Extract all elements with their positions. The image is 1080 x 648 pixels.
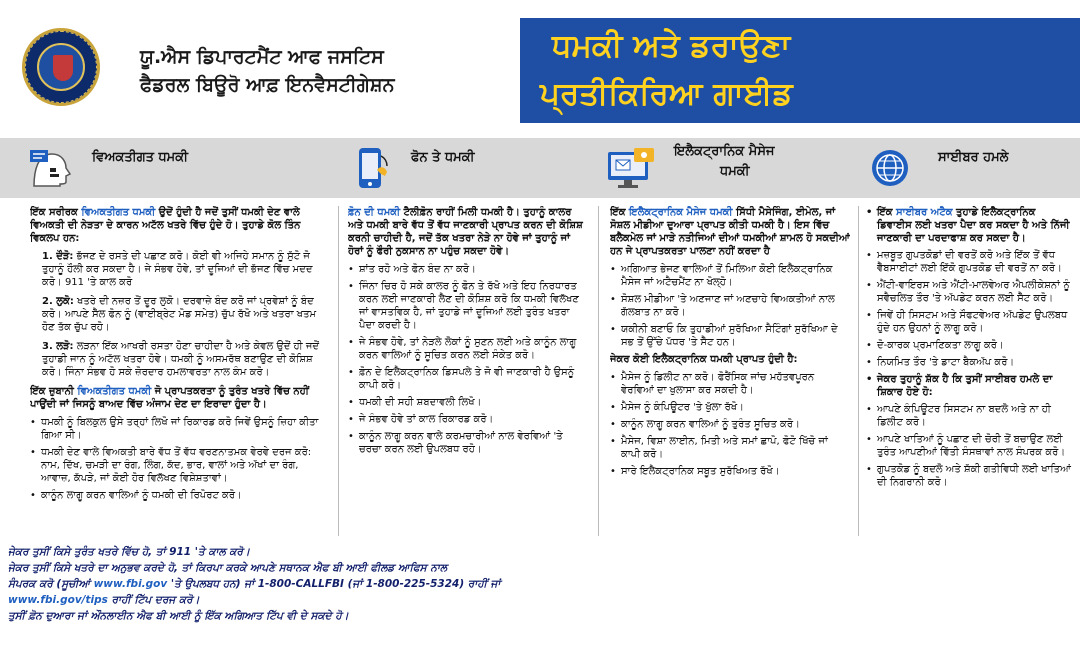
header-left [0,0,520,125]
org-name-line1: ਯੂ.ਐਸ ਡਿਪਾਰਟਮੈਂਟ ਆਫ ਜਸਟਿਸ [140,46,384,68]
column-divider [858,206,859,536]
section-label-electronic-line2: ਧਮਕੀ [720,164,750,179]
col4-intro-post: ਤੁਹਾਡੇ ਇਲੈਕਟ੍ਰਾਨਿਕ ਡਿਵਾਈਸ ਲਈ ਖਤਰਾ ਪੈਦਾ ਕਰ ਸਕਦਾ ਹੈ ਅਤੇ ਨਿੱਜੀ ਜਾਣਕਾਰੀ ਦਾ ਪਰਦਾਫਾਸ਼ ਕਰ ਸਕਦਾ ਹੈ। [877,207,1070,244]
list-item: • ਜੇ ਸੰਭਵ ਹੋਵੇ, ਤਾਂ ਨੇੜਲੇ ਲੋਕਾਂ ਨੂੰ ਸੁਣਨ ਲਈ ਅਤੇ ਕਾਨੂੰਨ ਲਾਗੂ ਕਰਨ ਵਾਲਿਆਂ ਨੂੰ ਸੂਚਿਤ ਕਰਨ ਲਈ ਸੰਕੇਤ ਕਰੋ। [348,336,588,362]
col4-intro-list [866,206,1072,245]
list-item: • ਧਮਕੀ ਨੂੰ ਬਿਲਕੁਲ ਉਸੇ ਤਰ੍ਹਾਂ ਲਿਖੋ ਜਾਂ ਰਿਕਾਰਡ ਕਰੋ ਜਿਵੇਂ ਉਸਨੂੰ ਜ਼ਿਹਾ ਕੀਤਾ ਗਿਆ ਸੀ। [30,416,328,442]
col1-option-hide-text: ਖਤਰੇ ਦੀ ਨਜ਼ਰ ਤੋਂ ਦੂਰ ਲੁਕੋ। ਦਰਵਾਜ਼ੇ ਬੰਦ ਕਰੋ ਜਾਂ ਪ੍ਰਵੇਸ਼ਾਂ ਨੂੰ ਬੰਦ ਕਰੋ। ਆਪਣੇ ਸੈੱਲ ਫੋਨ ਨੂੰ (ਵਾਈਬ੍ਰੇਟ ਮੋਡ ਸਮੇਤ) ਚੁੱਪ ਰੱਖੋ ਅਤੇ ਖਤਰਾ ਖਤਮ ਹੋਣ ਤੱਕ ਚੁੱਪ ਰਹੋ। [42,296,317,333]
list-item: • ਦੋ-ਕਾਰਕ ਪ੍ਰਮਾਣਿਕਤਾ ਲਾਗੂ ਕਰੋ। [866,339,1072,352]
fbi-seal-icon [22,28,100,106]
list-item: • ਜਿੰਨਾ ਚਿਰ ਹੋ ਸਕੇ ਕਾਲਰ ਨੂੰ ਫੋਨ ਤੇ ਰੱਖੋ ਅਤੇ ਇਹ ਨਿਰਧਾਰਤ ਕਰਨ ਲਈ ਜਾਣਕਾਰੀ ਲੈਣ ਦੀ ਕੋਸ਼ਿਸ਼ ਕਰੋ ਕਿ ਧਮਕੀ ਵਿਲੱਖਣ ਜਾਂ ਵਾਸਤਵਿਕ ਹੈ, ਜਾਂ ਤੁਹਾਡੇ ਜਾਂ ਦੂਜਿਆਂ ਲਈ ਤੁਰੰਤ ਖਤਰਾ ਪੈਦਾ ਕਰਦੀ ਹੈ। [348,280,588,332]
list-item: • ਮਜ਼ਬੂਤ ਗੁਪਤਕੋਡਾਂ ਦੀ ਵਰਤੋਂ ਕਰੋ ਅਤੇ ਇੱਕ ਤੋਂ ਵੱਧ ਵੈੱਬਸਾਈਟਾਂ ਲਈ ਇੱਕੋ ਗੁਪਤਕੋਡ ਦੀ ਵਰਤੋਂ ਨਾ ਕਰੋ। [866,249,1072,275]
list-item: • ਸ਼ਾਂਤ ਰਹੋ ਅਤੇ ਫੋਨ ਬੰਦ ਨਾ ਕਰੋ। [348,263,588,276]
list-item: • ਜੇ ਸੰਭਵ ਹੋਵੇ ਤਾਂ ਕਾਲ ਰਿਕਾਰਡ ਕਰੋ। [348,413,588,426]
page-title-line1: ਧਮਕੀ ਅਤੇ ਡਰਾਉਣਾ [552,28,791,64]
list-item: • ਫ਼ੋਨ ਦੇ ਇਲੈਕਟ੍ਰਾਨਿਕ ਡਿਸਪਲੇ ਤੇ ਜੋ ਵੀ ਜਾਣਕਾਰੀ ਹੈ ਉਸਨੂੰ ਕਾਪੀ ਕਰੋ। [348,366,588,392]
col1-intro-post: ਉਦੋਂ ਹੁੰਦੀ ਹੈ ਜਦੋਂ ਤੁਸੀਂ ਧਮਕੀ ਦੇਣ ਵਾਲੇ ਵਿਅਕਤੀ ਦੀ ਨੇੜਤਾ ਦੇ ਕਾਰਨ ਅਟੱਲ ਖਤਰੇ ਵਿੱਚ ਹੁੰਦੇ ਹੋ। ਤੁਹਾਡੇ ਕੋਲ ਤਿੰਨ ਵਿਕਲਪ ਹਨ: [30,207,301,244]
page-title-line2: ਪ੍ਰਤੀਕਿਰਿਆ ਗਾਈਡ [540,76,793,112]
footer-contact-line1: ਜੇਕਰ ਤੁਸੀਂ ਕਿਸੇ ਖਤਰੇ ਦਾ ਅਨੁਭਵ ਕਰਦੇ ਹੋ, ਤਾਂ ਕਿਰਪਾ ਕਰਕੇ ਆਪਣੇ ਸਥਾਨਕ ਐਫ ਬੀ ਆਈ ਫੀਲਡ ਆਫਿਸ ਨਾਲ [8,562,447,574]
list-item: • ਮੈਸੇਜ, ਵਿਸ਼ਾ ਲਾਈਨ, ਮਿਤੀ ਅਤੇ ਸਮਾਂ ਛਾਪੋ, ਫੋਟੋ ਖਿੱਚੋ ਜਾਂ ਕਾਪੀ ਕਰੋ। [610,435,850,461]
column-cyber-attack [866,206,1072,538]
col3-bullet-list [610,263,850,349]
list-item: • ਕਾਨੂੰਨ ਲਾਗੂ ਕਰਨ ਵਾਲੇ ਕਰਮਚਾਰੀਆਂ ਨਾਲ ਵੇਰਵਿਆਂ 'ਤੇ ਚਰਚਾ ਕਰਨ ਲਈ ਉਪਲਬਧ ਰਹੋ। [348,430,588,456]
section-label-person: ਵਿਅਕਤੀਗਤ ਧਮਕੀ [92,150,189,165]
col2-intro [348,206,588,258]
list-item: • ਮੈਸੇਜ ਨੂੰ ਕੰਪਿਊਟਰ 'ਤੇ ਖੁੱਲਾ ਰੱਖੋ। [610,401,850,414]
col4-subheading: • ਜੇਕਰ ਤੁਹਾਨੂੰ ਸ਼ੱਕ ਹੈ ਕਿ ਤੁਸੀਂ ਸਾਈਬਰ ਹਮਲੇ ਦਾ ਸ਼ਿਕਾਰ ਹੋਏ ਹੋ: [866,373,1072,399]
list-item: • ਕਾਨੂੰਨ ਲਾਗੂ ਕਰਨ ਵਾਲਿਆਂ ਨੂੰ ਧਮਕੀ ਦੀ ਰਿਪੋਰਟ ਕਰੋ। [30,489,328,502]
col2-bullet-list [348,263,588,456]
col1-option-fight [30,340,328,379]
col1-bullet-list [30,416,328,502]
section-label-cyber: ਸਾਈਬਰ ਹਮਲੇ [938,150,1009,165]
list-item: • ਅਗਿਆਤ ਭੇਜਣ ਵਾਲਿਆਂ ਤੋਂ ਮਿਲਿਆ ਕੋਈ ਇਲੈਕਟ੍ਰਾਨਿਕ ਮੈਸੇਜ ਜਾਂ ਅਟੈਚਮੈਂਟ ਨਾ ਖੋਲ੍ਹੋ। [610,263,850,289]
phone-icon [349,146,397,190]
col1-option-run [30,250,328,289]
list-item: • ਆਪਣੇ ਕੰਪਿਊਟਰ ਸਿਸਟਮ ਨਾ ਬਦਲੋ ਅਤੇ ਨਾ ਹੀ ਡਿਲੀਟ ਕਰੋ। [866,403,1072,429]
list-item: • ਸੋਸ਼ਲ ਮੀਡੀਆ 'ਤੇ ਅਣਜਾਣ ਜਾਂ ਅਣਚਾਹੇ ਵਿਅਕਤੀਆਂ ਨਾਲ ਗੱਲਬਾਤ ਨਾ ਕਰੋ। [610,293,850,319]
col1-option-hide-lead: 2. ਲੁਕੋ: [42,296,74,307]
footer-anonymous-line: ਤੁਸੀਂ ਫ਼ੋਨ ਦੁਆਰਾ ਜਾਂ ਔਨਲਾਈਨ ਐਫ ਬੀ ਆਈ ਨੂੰ ਇੱਕ ਅਗਿਆਤ ਟਿੱਪ ਵੀ ਦੇ ਸਕਦੇ ਹੋ। [8,610,349,622]
column-person-threat [30,206,328,538]
person-threat-icon [26,146,74,190]
col1-option-hide [30,295,328,334]
seal-inner [37,43,85,91]
col3-bullet-list-2 [610,371,850,478]
col3-intro-pre: ਇੱਕ [610,207,629,218]
seal-shield-icon [53,55,73,81]
header [0,0,1080,125]
col4-intro [866,206,1072,245]
list-item: • ਨਿਯਮਿਤ ਤੌਰ 'ਤੇ ਡਾਟਾ ਬੈਕਅੱਪ ਕਰੋ। [866,356,1072,369]
globe-network-icon [866,146,914,190]
col4-bullet-list-2 [866,403,1072,489]
footer-tips-line [8,594,200,607]
footer-emergency-line: ਜੇਕਰ ਤੁਸੀਂ ਕਿਸੇ ਤੁਰੰਤ ਖਤਰੇ ਵਿੱਚ ਹੋ, ਤਾਂ 911 'ਤੇ ਕਾਲ ਕਰੋ। [8,546,251,558]
column-divider [598,206,599,536]
section-header-electronic [600,138,850,198]
section-header-phone [345,138,575,198]
col3-intro [610,206,850,258]
col1-option-run-lead: 1. ਦੌੜੋ: [42,251,74,262]
list-item: • ਧਮਕੀ ਦੇਣ ਵਾਲੇ ਵਿਅਕਤੀ ਬਾਰੇ ਵੱਧ ਤੋਂ ਵੱਧ ਵਰਣਨਾਤਮਕ ਵੇਰਵੇ ਦਰਜ ਕਰੋ: ਨਾਮ, ਦਿੱਖ, ਚਮੜੀ ਦਾ ਰੰਗ, ਲਿੰਗ, ਕੱਦ, ਭਾਰ, ਵਾਲਾਂ ਅਤੇ ਅੱਖਾਂ ਦਾ ਰੰਗ, ਆਵਾਜ਼, ਕੱਪੜੇ, ਜਾਂ ਕੋਈ ਹੋਰ ਵਿਲੱਖਣ ਵਿਸ਼ੇਸ਼ਤਾਵਾਂ। [30,446,328,485]
footer-line3-pre: ਸੰਪਰਕ ਕਰੋ (ਸੂਚੀਆਂ [8,578,94,590]
section-header-person [20,138,280,198]
footer-line4-post: ਰਾਹੀਂ ਟਿੱਪ ਦਰਜ ਕਰੋ। [107,594,200,606]
list-item: • ਸਾਰੇ ਇਲੈਕਟ੍ਰਾਨਿਕ ਸਬੂਤ ਸੁਰੱਖਿਅਤ ਰੱਖੋ। [610,465,850,478]
list-item: • ਯਕੀਨੀ ਬਣਾਓ ਕਿ ਤੁਹਾਡੀਆਂ ਸੁਰੱਖਿਆ ਸੈਟਿੰਗਾਂ ਸੁਰੱਖਿਆ ਦੇ ਸਭ ਤੋਂ ਉੱਚੇ ਪੱਧਰ 'ਤੇ ਸੈੱਟ ਹਨ। [610,323,850,349]
col1-intro [30,206,328,245]
list-item: • ਧਮਕੀ ਦੀ ਸਹੀ ਸ਼ਬਦਾਵਲੀ ਲਿਖੋ। [348,396,588,409]
fbi-tips-link[interactable]: www.fbi.gov/tips [8,594,108,606]
col2-intro-highlight: ਫ਼ੋਨ ਦੀ ਧਮਕੀ [348,207,401,218]
col1-intro-highlight: ਵਿਅਕਤੀਗਤ ਧਮਕੀ [81,207,156,218]
column-phone-threat [348,206,588,538]
fbi-website-link[interactable]: www.fbi.gov [93,578,168,590]
column-divider [338,206,339,536]
list-item: • ਜਿਵੇਂ ਹੀ ਸਿਸਟਮ ਅਤੇ ਸੌਫਟਵੇਅਰ ਅੱਪਡੇਟ ਉਪਲਬਧ ਹੁੰਦੇ ਹਨ ਉਹਨਾਂ ਨੂੰ ਲਾਗੂ ਕਰੋ। [866,309,1072,335]
col1-option-fight-text: ਲੜਨਾ ਇੱਕ ਆਖਰੀ ਰਸਤਾ ਹੋਣਾ ਚਾਹੀਦਾ ਹੈ ਅਤੇ ਕੇਵਲ ਉਦੋਂ ਹੀ ਜਦੋਂ ਤੁਹਾਡੀ ਜਾਨ ਨੂੰ ਅਟੱਲ ਖਤਰਾ ਹੋਵੇ। ਧਮਕੀ ਨੂੰ ਅਸਮਰੱਥ ਬਣਾਉਣ ਦੀ ਕੋਸ਼ਿਸ਼ ਕਰੋ। ਜਿੰਨਾ ਸੰਭਵ ਹੋ ਸਕੇ ਜ਼ੋਰਦਾਰ ਹਮਲਾਵਰਤਾ ਨਾਲ ਕੰਮ ਕਰੋ। [42,341,320,378]
footer-contact-line2 [8,578,500,591]
col1-para2-pre: ਇੱਕ ਜ਼ੁਬਾਨੀ [30,386,78,397]
title-banner [520,18,1080,123]
col1-verbal-threat [30,385,328,411]
org-name-line2: ਫੈਡਰਲ ਬਿਊਰੋ ਆਫ਼ ਇਨਵੈਸਟੀਗੇਸ਼ਨ [140,74,395,96]
footer [0,540,1080,648]
list-item: • ਆਪਣੇ ਖਾਤਿਆਂ ਨੂੰ ਪਛਾਣ ਦੀ ਚੋਰੀ ਤੋਂ ਬਚਾਉਣ ਲਈ ਤੁਰੰਤ ਆਪਣੀਆਂ ਵਿੱਤੀ ਸੰਸਥਾਵਾਂ ਨਾਲ ਸੰਪਰਕ ਕਰੋ। [866,433,1072,459]
section-header-cyber [860,138,1075,198]
list-item: • ਗੁਪਤਕੋਡ ਨੂੰ ਬਦਲੋ ਅਤੇ ਸ਼ੱਕੀ ਗਤੀਵਿਧੀ ਲਈ ਖਾਤਿਆਂ ਦੀ ਨਿਗਰਾਨੀ ਕਰੋ। [866,463,1072,489]
col1-option-fight-lead: 3. ਲੜੋ: [42,341,74,352]
col4-intro-highlight: ਸਾਈਬਰ ਅਟੈਕ [896,207,953,218]
monitor-message-icon [604,146,660,190]
col3-intro-highlight: ਇਲੈਕਟ੍ਰਾਨਿਕ ਮੈਸੇਜ ਧਮਕੀ [629,207,733,218]
section-label-electronic-line1: ਇਲੈਕਟ੍ਰਾਨਿਕ ਮੈਸੇਜ [674,144,775,159]
col4-intro-pre: ਇੱਕ [877,207,896,218]
col4-subheading-list [866,373,1072,399]
col4-bullet-list [866,249,1072,369]
col2-intro-post: ਟੈਲੀਫ਼ੋਨ ਰਾਹੀਂ ਮਿਲੀ ਧਮਕੀ ਹੈ। ਤੁਹਾਨੂੰ ਕਾਲਰ ਅਤੇ ਧਮਕੀ ਬਾਰੇ ਵੱਧ ਤੋਂ ਵੱਧ ਜਾਣਕਾਰੀ ਪ੍ਰਾਪਤ ਕਰਨ ਦੀ ਕੋਸ਼ਿਸ਼ ਕਰਨੀ ਚਾਹੀਦੀ ਹੈ, ਜਦੋਂ ਤੱਕ ਖਤਰਾ ਨੇੜੇ ਨਾ ਹੋਵੇ ਜਾਂ ਤੁਹਾਨੂੰ ਜਾਂ ਹੋਰਾਂ ਨੂੰ ਫੌਰੀ ਨੁਕਸਾਨ ਨਾ ਪਹੁੰਚ ਸਕਦਾ ਹੋਵੇ। [348,207,583,257]
list-item: • ਕਾਨੂੰਨ ਲਾਗੂ ਕਰਨ ਵਾਲਿਆਂ ਨੂੰ ਤੁਰੰਤ ਸੂਚਿਤ ਕਰੋ। [610,418,850,431]
col3-subheading: ਜੇਕਰ ਕੋਈ ਇਲੈਕਟ੍ਰਾਨਿਕ ਧਮਕੀ ਪ੍ਰਾਪਤ ਹੁੰਦੀ ਹੈ: [610,354,798,365]
col1-option-run-text: ਭੱਜਣ ਦੇ ਰਸਤੇ ਦੀ ਪਛਾਣ ਕਰੋ। ਕੋਈ ਵੀ ਅਜਿਹੇ ਸਮਾਨ ਨੂੰ ਸੁੱਟੋ ਜੋ ਤੁਹਾਨੂੰ ਹੌਲੀ ਕਰ ਸਕਦਾ ਹੈ। ਜੇ ਸੰਭਵ ਹੋਵੇ, ਤਾਂ ਦੂਜਿਆਂ ਦੀ ਭੱਜਣ ਵਿੱਚ ਮਦਦ ਕਰੋ। 911 'ਤੇ ਕਾਲ ਕਰੋ [42,251,313,288]
col3-intro-post: ਸਿੱਧੀ ਮੈਸੇਜਿੰਗ, ਈਮੇਲ, ਜਾਂ ਸੋਸ਼ਲ ਮੀਡੀਆ ਦੁਆਰਾ ਪ੍ਰਾਪਤ ਕੀਤੀ ਧਮਕੀ ਹੈ। ਇਸ ਵਿੱਚ ਬਲੈਕਮੇਲ ਜਾਂ ਮਾੜੇ ਨਤੀਜਿਆਂ ਦੀਆਂ ਧਮਕੀਆਂ ਸ਼ਾਮਲ ਹੋ ਸਕਦੀਆਂ ਹਨ ਜੇ ਪ੍ਰਾਪਤਕਰਤਾ ਪਾਲਣਾ ਨਹੀਂ ਕਰਦਾ ਹੈ [610,207,850,257]
section-label-phone: ਫੋਨ ਤੇ ਧਮਕੀ [411,150,475,165]
col1-para2-highlight: ਵਿਅਕਤੀਗਤ ਧਮਕੀ [77,386,152,397]
list-item: • ਐਂਟੀ-ਵਾਇਰਸ ਅਤੇ ਐਂਟੀ-ਮਾਲਵੇਅਰ ਐਪਲੀਕੇਸ਼ਨਾਂ ਨੂੰ ਸਵੈਚਲਿਤ ਤੌਰ 'ਤੇ ਅੱਪਡੇਟ ਕਰਨ ਲਈ ਸੈੱਟ ਕਰੋ। [866,279,1072,305]
col1-para2-post: ਜੋ ਪ੍ਰਾਪਤਕਰਤਾ ਨੂੰ ਤੁਰੰਤ ਖਤਰੇ ਵਿੱਚ ਨਹੀਂ ਪਾਉਂਦੀ ਜਾਂ ਜਿਸਨੂੰ ਬਾਅਦ ਵਿੱਚ ਅੰਜਾਮ ਦੇਣ ਦਾ ਇਰਾਦਾ ਹੁੰਦਾ ਹੈ। [30,386,309,410]
col1-intro-pre: ਇੱਕ ਸਰੀਰਕ [30,207,82,218]
footer-line3-post: 'ਤੇ ਉਪਲਬਧ ਹਨ) ਜਾਂ 1-800-CALLFBI (ਜਾਂ 1-800-225-5324) ਰਾਹੀਂ ਜਾਂ [167,578,501,590]
list-item: • ਮੈਸੇਜ ਨੂੰ ਡਿਲੀਟ ਨਾ ਕਰੋ। ਫੋਰੈਂਸਿਕ ਜਾਂਚ ਮਹੱਤਵਪੂਰਨ ਵੇਰਵਿਆਂ ਦਾ ਖੁਲਾਸਾ ਕਰ ਸਕਦੀ ਹੈ। [610,371,850,397]
column-electronic-threat [610,206,850,538]
